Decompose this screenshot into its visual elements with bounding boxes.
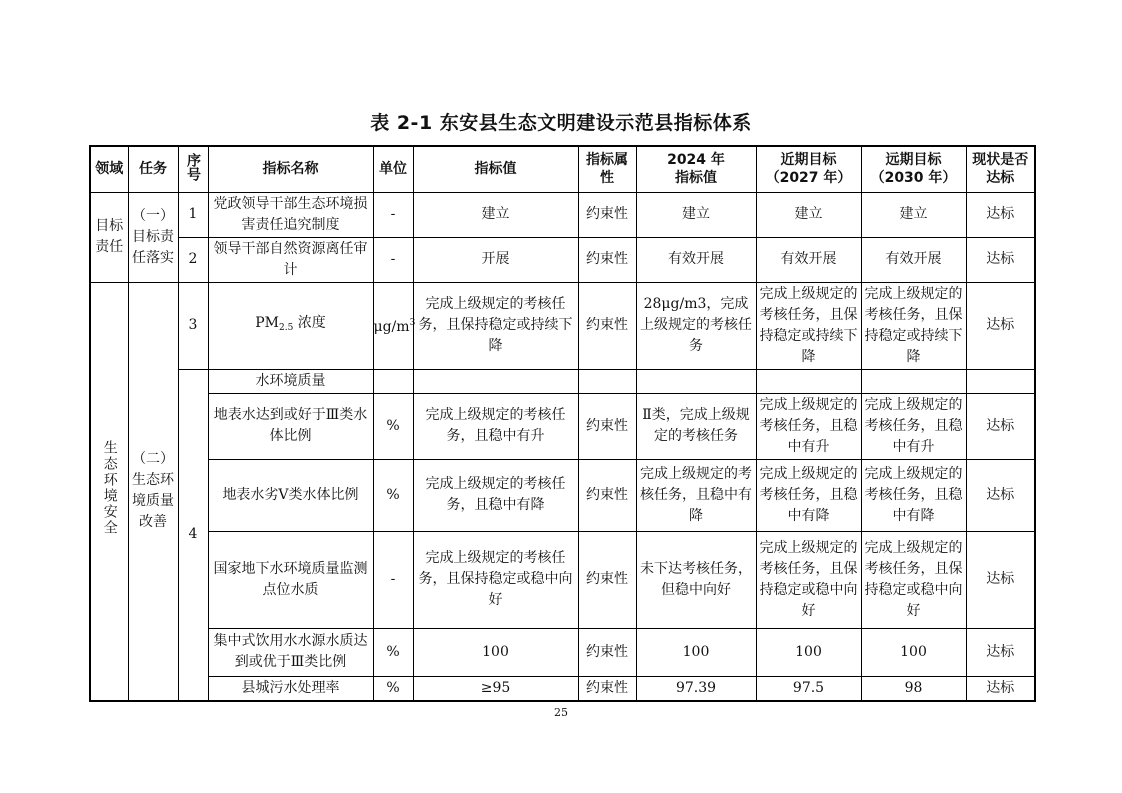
unit-cell: % bbox=[373, 393, 413, 459]
pm-suffix: 浓度 bbox=[293, 314, 326, 331]
header-name: 指标名称 bbox=[208, 146, 373, 192]
task-cell: （二） 生态环 境质量 改善 bbox=[128, 282, 178, 701]
header-status: 现状是否 达标 bbox=[966, 146, 1035, 192]
seq-cell: 4 bbox=[178, 369, 208, 701]
near-cell bbox=[756, 369, 861, 393]
far-cell: 完成上级规定的考核任务，且保持稳定或稳中向好 bbox=[861, 531, 966, 628]
near-cell: 建立 bbox=[756, 192, 861, 237]
header-unit: 单位 bbox=[373, 146, 413, 192]
attr-cell: 约束性 bbox=[578, 628, 636, 676]
y2024-cell: 97.39 bbox=[636, 676, 756, 701]
table-row bbox=[90, 369, 1035, 393]
value-cell: 完成上级规定的考核任务，且保持稳定或稳中向好 bbox=[413, 531, 578, 628]
y2024-cell: 完成上级规定的考核任务，且稳中有降 bbox=[636, 459, 756, 531]
far-cell: 完成上级规定的考核任务，且稳中有升 bbox=[861, 393, 966, 459]
table-row bbox=[90, 676, 1035, 701]
name-cell: 水环境质量 bbox=[208, 369, 373, 393]
value-cell: 开展 bbox=[413, 237, 578, 282]
domain-cell: 目标 责任 bbox=[90, 192, 128, 282]
near-cell: 100 bbox=[756, 628, 861, 676]
status-cell: 达标 bbox=[966, 676, 1035, 701]
name-cell bbox=[208, 282, 373, 369]
status-cell: 达标 bbox=[966, 393, 1035, 459]
name-cell: 党政领导干部生态环境损害责任追究制度 bbox=[208, 192, 373, 237]
header-near: 近期目标 （2027 年） bbox=[756, 146, 861, 192]
page-number: 25 bbox=[554, 706, 568, 719]
header-row bbox=[90, 146, 1035, 192]
attr-cell: 约束性 bbox=[578, 676, 636, 701]
y2024-cell: 未下达考核任务，但稳中向好 bbox=[636, 531, 756, 628]
value-cell: 完成上级规定的考核任务，且保持稳定或持续下降 bbox=[413, 282, 578, 369]
name-cell: 国家地下水环境质量监测点位水质 bbox=[208, 531, 373, 628]
seq-cell: 1 bbox=[178, 192, 208, 237]
table-row bbox=[90, 459, 1035, 531]
value-cell: 完成上级规定的考核任务，且稳中有降 bbox=[413, 459, 578, 531]
unit-sup: 3 bbox=[409, 318, 416, 328]
indicator-table bbox=[89, 145, 1036, 702]
status-cell: 达标 bbox=[966, 531, 1035, 628]
far-cell: 完成上级规定的考核任务，且保持稳定或持续下降 bbox=[861, 282, 966, 369]
far-cell bbox=[861, 369, 966, 393]
far-cell: 完成上级规定的考核任务，且稳中有降 bbox=[861, 459, 966, 531]
table-row bbox=[90, 192, 1035, 237]
header-far: 远期目标 （2030 年） bbox=[861, 146, 966, 192]
seq-cell: 2 bbox=[178, 237, 208, 282]
unit-cell bbox=[373, 369, 413, 393]
far-cell: 100 bbox=[861, 628, 966, 676]
name-cell: 集中式饮用水水源水质达到或优于Ⅲ类比例 bbox=[208, 628, 373, 676]
unit-cell: % bbox=[373, 676, 413, 701]
name-cell: 地表水劣Ⅴ类水体比例 bbox=[208, 459, 373, 531]
attr-cell: 约束性 bbox=[578, 531, 636, 628]
near-cell: 完成上级规定的考核任务，且保持稳定或持续下降 bbox=[756, 282, 861, 369]
y2024-cell: 28μg/m3，完成上级规定的考核任务 bbox=[636, 282, 756, 369]
status-cell: 达标 bbox=[966, 282, 1035, 369]
attr-cell: 约束性 bbox=[578, 237, 636, 282]
unit-cell: % bbox=[373, 459, 413, 531]
status-cell: 达标 bbox=[966, 459, 1035, 531]
attr-cell: 约束性 bbox=[578, 192, 636, 237]
status-cell: 达标 bbox=[966, 628, 1035, 676]
header-domain: 领域 bbox=[90, 146, 128, 192]
near-cell: 完成上级规定的考核任务，且稳中有升 bbox=[756, 393, 861, 459]
table-title: 表 2-1 东安县生态文明建设示范县指标体系 bbox=[370, 112, 752, 134]
y2024-cell: 建立 bbox=[636, 192, 756, 237]
far-cell: 有效开展 bbox=[861, 237, 966, 282]
unit-prefix: μg/m bbox=[373, 319, 410, 335]
pm-prefix: PM bbox=[255, 314, 279, 331]
attr-cell bbox=[578, 369, 636, 393]
unit-cell bbox=[373, 282, 416, 369]
unit-cell: % bbox=[373, 628, 413, 676]
status-cell: 达标 bbox=[966, 237, 1035, 282]
header-value: 指标值 bbox=[413, 146, 578, 192]
pm-sub: 2.5 bbox=[278, 322, 294, 333]
value-cell: ≥95 bbox=[413, 676, 578, 701]
table-row bbox=[90, 282, 1035, 369]
attr-cell: 约束性 bbox=[578, 393, 636, 459]
table-row bbox=[90, 531, 1035, 628]
attr-cell: 约束性 bbox=[578, 282, 636, 369]
status-cell bbox=[966, 369, 1035, 393]
header-seq: 序号 bbox=[178, 146, 208, 192]
name-cell: 县城污水处理率 bbox=[208, 676, 373, 701]
seq-cell: 3 bbox=[178, 282, 208, 369]
y2024-cell: 有效开展 bbox=[636, 237, 756, 282]
domain-cell: 生态环境安全 bbox=[90, 282, 128, 701]
value-cell: 100 bbox=[413, 628, 578, 676]
near-cell: 完成上级规定的考核任务，且稳中有降 bbox=[756, 459, 861, 531]
header-task: 任务 bbox=[128, 146, 178, 192]
header-2024: 2024 年 指标值 bbox=[636, 146, 756, 192]
value-cell: 建立 bbox=[413, 192, 578, 237]
far-cell: 建立 bbox=[861, 192, 966, 237]
unit-cell: - bbox=[373, 192, 413, 237]
far-cell: 98 bbox=[861, 676, 966, 701]
table-row bbox=[90, 393, 1035, 459]
name-cell: 地表水达到或好于Ⅲ类水体比例 bbox=[208, 393, 373, 459]
task-cell: （一） 目标责 任落实 bbox=[128, 192, 178, 282]
near-cell: 97.5 bbox=[756, 676, 861, 701]
y2024-cell: 100 bbox=[636, 628, 756, 676]
table-row bbox=[90, 237, 1035, 282]
status-cell: 达标 bbox=[966, 192, 1035, 237]
attr-cell: 约束性 bbox=[578, 459, 636, 531]
name-cell: 领导干部自然资源离任审计 bbox=[208, 237, 373, 282]
y2024-cell: Ⅱ类，完成上级规定的考核任务 bbox=[636, 393, 756, 459]
value-cell: 完成上级规定的考核任务，且稳中有升 bbox=[413, 393, 578, 459]
table-row bbox=[90, 628, 1035, 676]
near-cell: 有效开展 bbox=[756, 237, 861, 282]
header-attr: 指标属性 bbox=[578, 146, 636, 192]
unit-cell: - bbox=[373, 531, 413, 628]
value-cell bbox=[413, 369, 578, 393]
y2024-cell bbox=[636, 369, 756, 393]
unit-cell: - bbox=[373, 237, 413, 282]
near-cell: 完成上级规定的考核任务，且保持稳定或稳中向好 bbox=[756, 531, 861, 628]
